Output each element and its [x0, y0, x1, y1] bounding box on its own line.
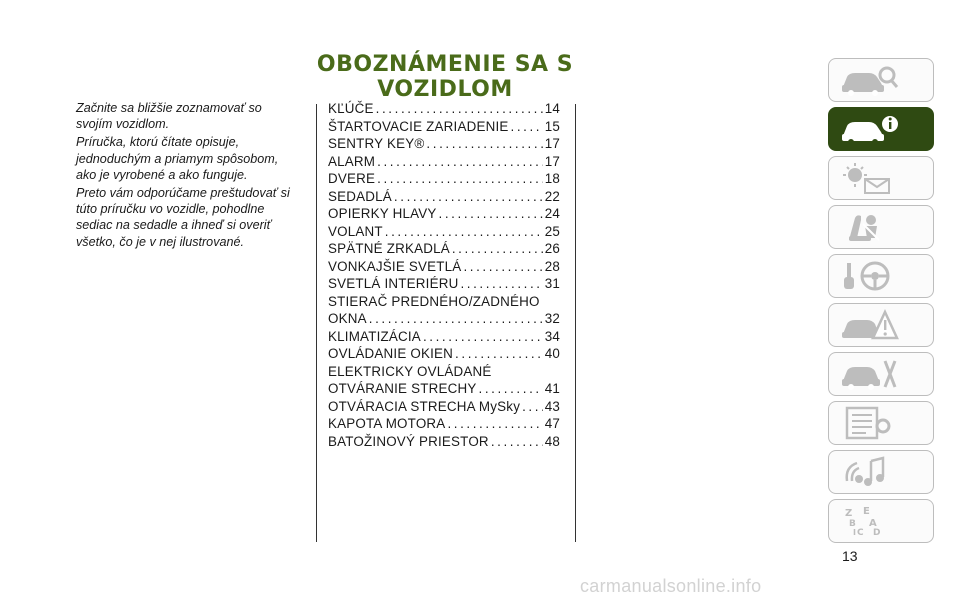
toc-page-number: 40	[544, 346, 560, 361]
chapter-tab-8[interactable]	[828, 401, 934, 445]
toc-label: SENTRY KEY®	[328, 136, 425, 151]
toc-label: DVERE	[328, 171, 376, 186]
toc-page-number: 47	[544, 416, 560, 431]
toc-label: KAPOTA MOTORA	[328, 416, 446, 431]
svg-text:D: D	[873, 528, 881, 538]
toc-entry[interactable]	[328, 433, 560, 451]
car-info-icon	[839, 112, 899, 146]
toc-page-number: 32	[544, 311, 560, 326]
emergency-triangle-icon	[839, 308, 899, 342]
toc-page-number: 17	[544, 136, 560, 151]
car-search-icon	[839, 63, 899, 97]
car-tools-icon	[839, 357, 899, 391]
chapter-tabs	[828, 58, 934, 548]
key-steering-wheel-icon	[839, 259, 899, 293]
toc-leader-dots	[439, 205, 543, 223]
svg-text:I: I	[853, 528, 856, 537]
page-title: OBOZNÁMENIE SA S VOZIDLOM	[316, 52, 574, 102]
intro-paragraph: Začnite sa bližšie zoznamovať so svojím vozidlom.	[76, 101, 262, 132]
specifications-list-icon	[839, 406, 899, 440]
multimedia-icon	[839, 455, 899, 489]
seat-safety-icon	[839, 210, 899, 244]
chapter-tab-7[interactable]	[828, 352, 934, 396]
toc-leader-dots	[426, 135, 542, 153]
toc-page-number: 14	[544, 101, 560, 116]
toc-label: VOLANT	[328, 223, 383, 239]
toc-page-number: 48	[544, 433, 560, 449]
toc-leader-dots	[479, 380, 543, 398]
page-number: 13	[842, 548, 858, 564]
toc-entry[interactable]	[328, 328, 560, 346]
toc-entry[interactable]	[328, 398, 560, 416]
toc-page-number: 26	[544, 241, 560, 256]
toc-label: OTVÁRANIE STRECHY	[328, 381, 477, 396]
svg-text:Z: Z	[845, 508, 853, 519]
toc-label: ALARM	[328, 153, 376, 169]
toc-label: OVLÁDANIE OKIEN	[328, 346, 454, 361]
toc-entry[interactable]	[328, 363, 560, 398]
toc-label: SPÄTNÉ ZRKADLÁ	[328, 241, 450, 256]
column-divider	[316, 104, 317, 542]
toc-entry[interactable]	[328, 258, 560, 276]
toc-label: OPIERKY HLAVY	[328, 206, 437, 221]
toc-page-number: 31	[544, 276, 560, 291]
toc-leader-dots	[452, 240, 543, 258]
toc-leader-dots	[423, 328, 543, 346]
toc-entry[interactable]	[328, 275, 560, 293]
toc-page-number: 41	[544, 381, 560, 396]
toc-entry[interactable]	[328, 415, 560, 433]
toc-page-number: 15	[544, 118, 560, 134]
toc-entry[interactable]	[328, 188, 560, 206]
toc-label: VONKAJŠIE SVETLÁ	[328, 258, 462, 274]
toc-label: SVETLÁ INTERIÉRU	[328, 276, 459, 291]
index-letters-icon	[839, 504, 899, 538]
toc-label-line: ELEKTRICKY OVLÁDANÉ	[328, 363, 492, 379]
chapter-tab-2[interactable]	[828, 107, 934, 151]
toc-entry[interactable]	[328, 118, 560, 136]
toc-page-number: 28	[544, 258, 560, 274]
toc-leader-dots	[463, 258, 542, 276]
toc-leader-dots	[377, 153, 543, 171]
toc-page-number: 25	[544, 223, 560, 239]
toc-leader-dots	[394, 188, 543, 206]
toc-entry[interactable]	[328, 223, 560, 241]
toc-page-number: 17	[544, 153, 560, 169]
toc-entry[interactable]	[328, 293, 560, 328]
toc-page-number: 24	[544, 206, 560, 221]
toc-label-line: STIERAČ PREDNÉHO/ZADNÉHO	[328, 293, 540, 309]
svg-text:B: B	[849, 519, 856, 529]
warning-lights-icon	[839, 161, 899, 195]
intro-paragraph: Preto vám odporúčame preštudovať si túto príručku vo vozidle, pohodlne sediac na sedadle a ihneď si overiť všetko, čo je v nej ilustrované.	[76, 186, 290, 249]
toc-label: KĽÚČE	[328, 101, 374, 116]
svg-text:C: C	[857, 528, 864, 538]
toc-label: SEDADLÁ	[328, 188, 392, 204]
toc-label: BATOŽINOVÝ PRIESTOR	[328, 433, 489, 449]
toc-page-number: 43	[544, 398, 560, 414]
toc-page-number: 18	[544, 171, 560, 186]
chapter-tab-9[interactable]	[828, 450, 934, 494]
toc-leader-dots	[376, 100, 543, 118]
toc-label: OTVÁRACIA STRECHA MySky	[328, 398, 521, 414]
toc-entry[interactable]	[328, 170, 560, 188]
toc-leader-dots	[460, 275, 542, 293]
chapter-tab-4[interactable]	[828, 205, 934, 249]
toc-entry[interactable]	[328, 345, 560, 363]
chapter-tab-3[interactable]	[828, 156, 934, 200]
svg-text:A: A	[869, 518, 877, 529]
intro-text	[76, 100, 298, 252]
toc-leader-dots	[511, 118, 543, 136]
toc-label: ŠTARTOVACIE ZARIADENIE	[328, 118, 509, 134]
toc-leader-dots	[447, 415, 542, 433]
toc-page-number: 34	[544, 328, 560, 344]
toc-entry[interactable]	[328, 153, 560, 171]
chapter-tab-1[interactable]	[828, 58, 934, 102]
table-of-contents	[328, 100, 560, 450]
toc-entry[interactable]	[328, 100, 560, 118]
toc-page-number: 22	[544, 188, 560, 204]
toc-leader-dots	[369, 310, 543, 328]
toc-label: KLIMATIZÁCIA	[328, 328, 421, 344]
svg-text:E: E	[863, 506, 870, 517]
chapter-tab-10[interactable]	[828, 499, 934, 543]
toc-leader-dots	[491, 433, 543, 451]
toc-label: OKNA	[328, 311, 367, 326]
column-divider	[575, 104, 576, 542]
toc-entry[interactable]	[328, 240, 560, 258]
chapter-tab-6[interactable]	[828, 303, 934, 347]
toc-leader-dots	[385, 223, 543, 241]
intro-paragraph: Príručka, ktorú čítate opisuje, jednoduchým a priamym spôsobom, ako je vyrobené a ako funguje.	[76, 135, 279, 182]
watermark: carmanualsonline.info	[580, 576, 762, 596]
toc-entry[interactable]	[328, 135, 560, 153]
toc-leader-dots	[522, 398, 543, 416]
toc-leader-dots	[455, 345, 543, 363]
toc-entry[interactable]	[328, 205, 560, 223]
chapter-tab-5[interactable]	[828, 254, 934, 298]
toc-leader-dots	[377, 170, 543, 188]
